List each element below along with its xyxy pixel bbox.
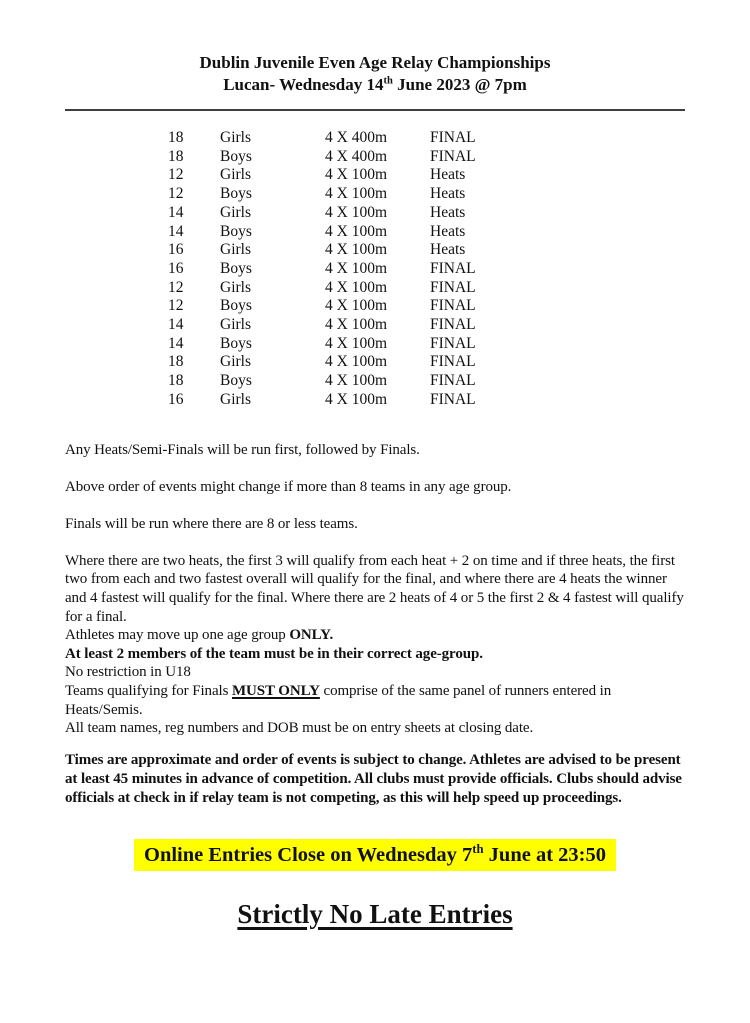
event-gender: Girls [220,353,251,371]
move-up-text: Athletes may move up one age group [65,627,290,644]
line-correct-age-group: At least 2 members of the team must be in their correct age-group. [65,645,483,662]
line-no-restriction: No restriction in U18 [65,664,191,681]
event-round: FINAL [430,259,476,277]
event-round: FINAL [430,147,476,165]
line-move-up [65,626,685,645]
table-row [168,223,685,242]
event-round: Heats [430,241,466,259]
table-row [168,335,685,354]
table-row [168,241,685,260]
move-up-only: ONLY. [289,627,334,644]
event-gender: Boys [220,222,252,240]
event-round: FINAL [430,316,476,334]
event-round: Heats [430,222,466,240]
event-distance: 4 X 100m [325,203,387,221]
table-row [168,129,685,148]
page-subtitle [65,74,685,96]
event-age: 16 [168,390,184,408]
event-age: 12 [168,297,184,315]
table-row [168,185,685,204]
entries-close-ordinal: th [472,841,484,856]
horizontal-divider [65,109,685,111]
no-late-entries-heading: Strictly No Late Entries [237,898,513,929]
must-only-post: comprise of the same panel of runners entered in Heats/Semis. [65,682,612,718]
event-age: 12 [168,166,184,184]
table-row [168,353,685,372]
event-round: FINAL [430,297,476,315]
event-distance: 4 X 100m [325,278,387,296]
event-gender: Girls [220,316,251,334]
events-table [168,129,685,410]
paragraph-qualification-rules [65,552,685,738]
event-round: FINAL [430,390,476,408]
event-round: FINAL [430,334,476,352]
event-distance: 4 X 100m [325,316,387,334]
times-approximate-notice: Times are approximate and order of events is subject to change. Athletes are advised to be present at least 45 minutes in advance of competition. All clubs must provide officials. Clubs should advise officials at check in if relay team is not competing, as this will help speed up proceedings. [65,751,682,806]
paragraph-heats-first: Any Heats/Semi-Finals will be run first, followed by Finals. [65,441,420,458]
table-row [168,297,685,316]
table-row [168,372,685,391]
qualification-detail: Where there are two heats, the first 3 will qualify from each heat + 2 on time and if three heats, the first two from each and two fastest overall will qualify for the final, and where there are 4 heats the winner and 4 fastest will qualify for the final. Where there are 2 heats of 4 or 5 the first 2 & 4 fastest will qualify for a final. [65,552,684,625]
event-age: 12 [168,278,184,296]
table-row [168,204,685,223]
table-row [168,148,685,167]
table-row [168,279,685,298]
entries-close-banner [134,839,616,871]
entries-close-banner-row [65,839,685,871]
line-team-names: All team names, reg numbers and DOB must be on entry sheets at closing date. [65,720,534,737]
event-gender: Boys [220,334,252,352]
event-distance: 4 X 100m [325,334,387,352]
event-distance: 4 X 100m [325,297,387,315]
event-round: FINAL [430,278,476,296]
event-distance: 4 X 100m [325,390,387,408]
event-gender: Boys [220,259,252,277]
paragraph-order-change: Above order of events might change if more than 8 teams in any age group. [65,478,512,495]
event-round: FINAL [430,129,476,146]
event-distance: 4 X 400m [325,147,387,165]
must-only-emphasis: MUST ONLY [231,682,320,699]
event-gender: Boys [220,147,252,165]
event-gender: Boys [220,185,252,203]
event-gender: Girls [220,203,251,221]
event-gender: Girls [220,129,251,146]
subtitle-text: Lucan- Wednesday 14 [223,75,384,94]
event-gender: Boys [220,372,252,390]
event-round: FINAL [430,353,476,371]
event-age: 16 [168,241,184,259]
entries-close-text-end: June at 23:50 [483,843,606,866]
event-distance: 4 X 400m [325,129,387,146]
subtitle-ordinal: th [383,75,393,87]
event-age: 14 [168,203,184,221]
event-gender: Girls [220,241,251,259]
must-only-pre: Teams qualifying for Finals [65,682,232,699]
event-age: 14 [168,222,184,240]
event-age: 18 [168,372,184,390]
event-distance: 4 X 100m [325,372,387,390]
event-age: 18 [168,129,184,146]
event-gender: Girls [220,166,251,184]
event-round: Heats [430,166,466,184]
event-gender: Girls [220,390,251,408]
event-age: 18 [168,147,184,165]
event-age: 18 [168,353,184,371]
event-round: FINAL [430,372,476,390]
subtitle-text-end: June 2023 @ 7pm [392,75,527,94]
page-title: Dublin Juvenile Even Age Relay Championships [199,53,551,72]
event-age: 12 [168,185,184,203]
entries-close-text: Online Entries Close on Wednesday 7 [144,843,473,866]
event-round: Heats [430,185,466,203]
event-gender: Boys [220,297,252,315]
event-distance: 4 X 100m [325,353,387,371]
table-row [168,391,685,410]
event-age: 14 [168,334,184,352]
event-gender: Girls [220,278,251,296]
line-must-only [65,682,685,719]
event-round: Heats [430,203,466,221]
event-distance: 4 X 100m [325,166,387,184]
document-header [65,52,685,96]
table-row [168,260,685,279]
event-distance: 4 X 100m [325,222,387,240]
table-row [168,316,685,335]
paragraph-finals-run: Finals will be run where there are 8 or less teams. [65,515,358,532]
table-row [168,166,685,185]
event-distance: 4 X 100m [325,241,387,259]
event-age: 14 [168,316,184,334]
event-distance: 4 X 100m [325,259,387,277]
event-distance: 4 X 100m [325,185,387,203]
event-age: 16 [168,259,184,277]
